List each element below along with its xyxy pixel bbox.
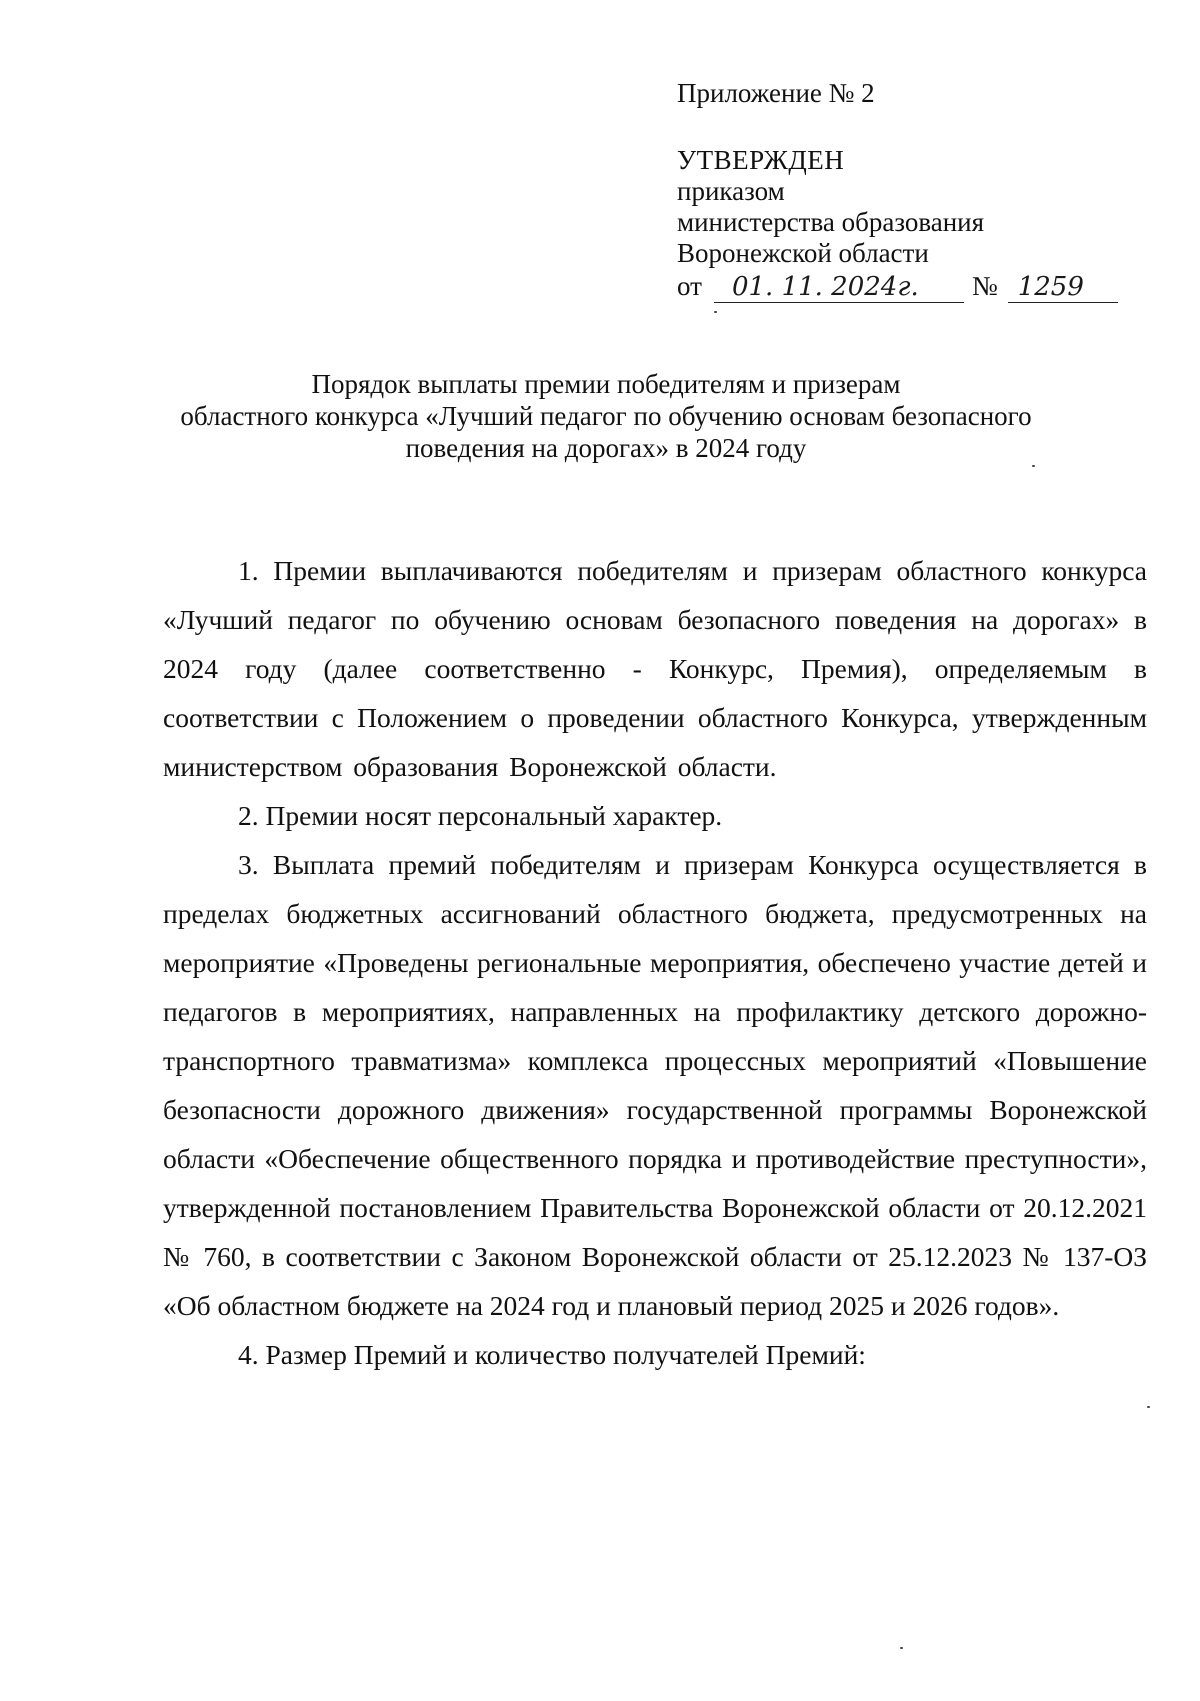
approval-line-order: приказом [677, 176, 785, 206]
scan-speck [1147, 1406, 1150, 1408]
paragraph-2: 2. Премии носят персональный характер. [238, 800, 723, 831]
order-date-number-line [677, 271, 1137, 303]
approval-line-ministry: министерства образования [677, 207, 985, 237]
title-line-3: поведения на дорогах» в 2024 году [405, 433, 807, 463]
number-sign-label: № [971, 271, 998, 301]
scan-speck [900, 1647, 903, 1649]
scan-speck [1032, 465, 1035, 467]
approval-line-region: Воронежской области [677, 238, 929, 268]
appendix-label: Приложение № 2 [677, 78, 875, 108]
title-line-2: областного конкурса «Лучший педагог по обучению основам безопасного [180, 401, 1032, 431]
document-body [163, 546, 1147, 1379]
handwritten-date: 01. 11. 2024г. [714, 273, 964, 303]
approved-heading: УТВЕРЖДЕН [677, 145, 845, 175]
from-label: от [677, 271, 702, 301]
paragraph-1: 1. Премии выплачиваются победителям и призерам областного конкурса «Лучший педагог по обучению основам безопасного поведения на дорогах» в 2024 году (далее соответственно - Конкурс, Премия), определяемым в соответствии с Положением о проведении областного Конкурса, утвержденным министерством образования Воронежской области. [163, 555, 1147, 782]
paragraph-4: 4. Размер Премий и количество получателей Премий: [238, 1339, 866, 1370]
scan-speck [714, 311, 717, 313]
title-line-1: Порядок выплаты премии победителям и призерам [311, 369, 901, 399]
approval-block [677, 78, 1137, 303]
document-title [150, 368, 1062, 464]
paragraph-3: 3. Выплата премий победителям и призерам Конкурса осуществляется в пределах бюджетных ассигнований областного бюджета, предусмотренных на мероприятие «Проведены региональные мероприятия, обеспечено участие детей и педагогов в мероприятиях, направленных на профилактику детского дорожно-транспортного травматизма» комплекса процессных мероприятий «Повышение безопасности дорожного движения» государственной программы Воронежской области «Обеспечение общественного порядка и противодействие преступности», утвержденной постановлением Правительства Воронежской области от 20.12.2021 № 760, в соответствии с Законом Воронежской области от 25.12.2023 № 137-ОЗ «Об областном бюджете на 2024 год и плановый период 2025 и 2026 годов». [163, 849, 1147, 1321]
handwritten-order-number: 1259 [1008, 273, 1118, 303]
